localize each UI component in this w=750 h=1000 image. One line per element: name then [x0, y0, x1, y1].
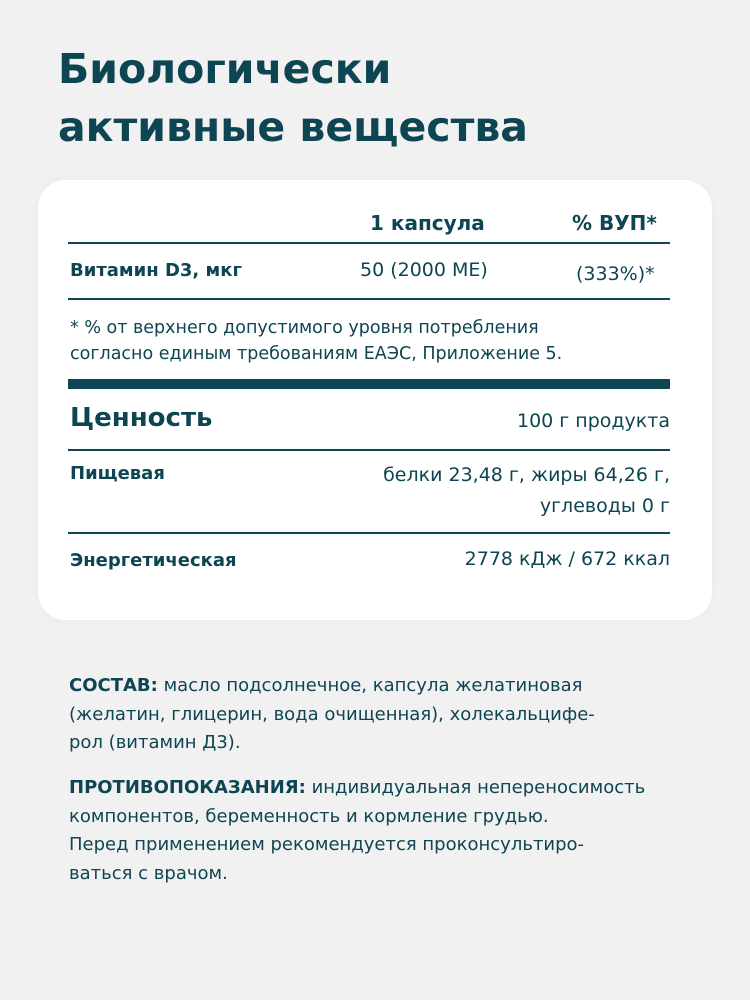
page-title-line-1: Биологически — [58, 45, 392, 93]
nutrition-value-line-2: углеводы 0 г — [539, 495, 670, 517]
vitamin-name: Витамин D3, мкг — [70, 260, 242, 281]
contraindications-line-3: Перед применением рекомендуется проконсультиро- — [69, 834, 585, 855]
table-divider — [68, 449, 670, 451]
composition-text — [69, 672, 709, 758]
page-title — [58, 40, 698, 156]
footnote-line-2: согласно единым требованиям ЕАЭС, Приложение 5. — [70, 344, 563, 364]
vitamin-amount: 50 (2000 МЕ) — [360, 259, 488, 281]
nutrition-label: Пищевая — [70, 463, 165, 484]
contraindications-line-2: компонентов, беременность и кормление грудью. — [69, 805, 549, 827]
contraindications-label: ПРОТИВОПОКАЗАНИЯ: — [69, 777, 306, 798]
composition-label: СОСТАВ: — [69, 675, 158, 696]
table-divider — [68, 242, 670, 244]
composition-line-2: (желатин, глицерин, вода очищенная), холекальцифе- — [69, 703, 595, 725]
contraindications-line-1: индивидуальная непереносимость — [305, 777, 646, 798]
contraindications-text — [69, 774, 709, 888]
energy-label: Энергетическая — [70, 550, 237, 571]
table-divider — [68, 532, 670, 534]
value-heading: Ценность — [70, 403, 213, 433]
table-divider — [68, 298, 670, 300]
vitamin-percent: (333%)* — [576, 263, 655, 285]
composition-line-3: рол (витамин Д3). — [69, 732, 241, 753]
contraindications-line-4: ваться с врачом. — [69, 862, 228, 884]
table-divider-thick — [68, 379, 670, 389]
composition-card — [38, 180, 712, 620]
nutrition-value-line-1: белки 23,48 г, жиры 64,26 г, — [383, 464, 670, 486]
energy-value: 2778 кДж / 672 ккал — [464, 548, 670, 570]
column-header-portion: 1 капсула — [370, 211, 485, 235]
footnote-line-1: * % от верхнего допустимого уровня потребления — [70, 318, 539, 338]
column-header-percent: % ВУП* — [572, 211, 657, 235]
value-per-100g: 100 г продукта — [516, 410, 670, 432]
page-title-line-2: активные вещества — [58, 103, 528, 151]
composition-line-1: масло подсолнечное, капсула желатиновая — [157, 675, 583, 696]
